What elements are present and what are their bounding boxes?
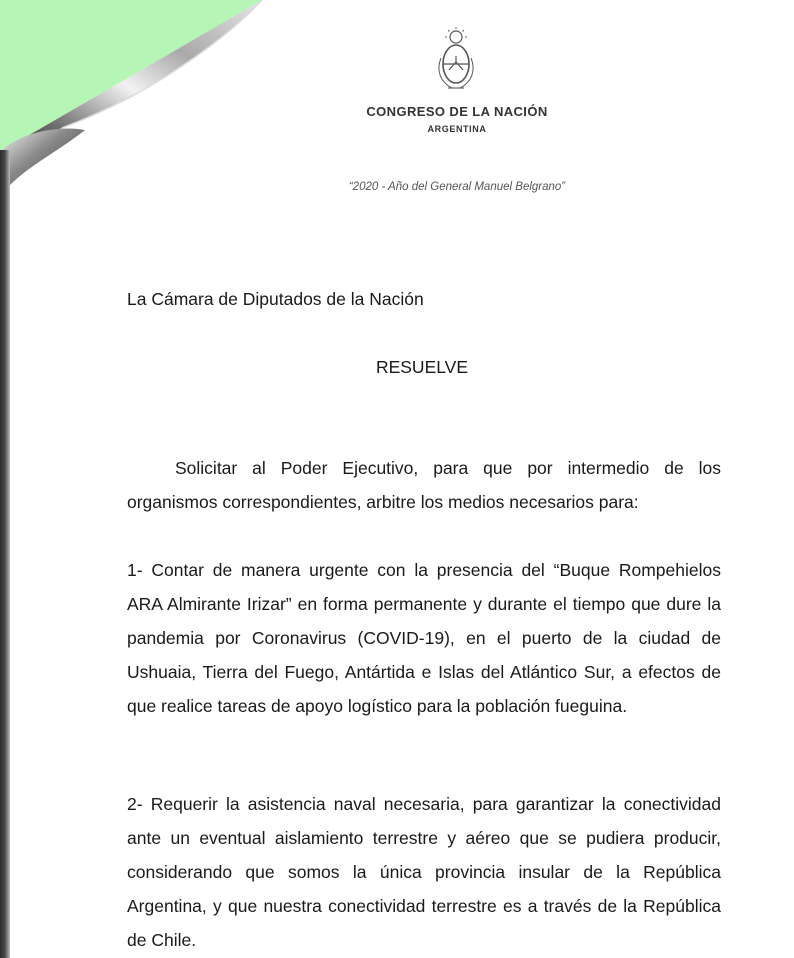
- chamber-name: La Cámara de Diputados de la Nación: [127, 289, 424, 309]
- item-2-paragraph: 2- Requerir la asistencia naval necesaria, para garantizar la conectividad ante un eventual aislamiento terrestre y aéreo que se pudiera producir, considerando que somos la única provincia insular de la República Argentina, y que nuestra conectividad terrestre es a través de la República de Chile.: [127, 794, 721, 950]
- year-note: “2020 - Año del General Manuel Belgrano”: [348, 181, 566, 193]
- page-curl-icon[interactable]: [0, 0, 270, 280]
- header-title: CONGRESO DE LA NACIÓN: [366, 104, 548, 119]
- resolve-heading: RESUELVE: [375, 357, 469, 377]
- page-edge-shadow: [0, 150, 10, 958]
- intro-paragraph: Solicitar al Poder Ejecutivo, para que por intermedio de los organismos correspondientes, arbitre los medios necesarios para:: [127, 458, 721, 512]
- argentina-coat-of-arms-icon: [434, 26, 478, 94]
- header-subtitle: ARGENTINA: [427, 124, 487, 134]
- item-1-paragraph: 1- Contar de manera urgente con la presencia del “Buque Rompehielos ARA Almirante Irizar” en forma permanente y durante el tiempo que dure la pandemia por Coronavirus (COVID-19), en el puerto de la ciudad de Ushuaia, Tierra del Fuego, Antártida e Islas del Atlántico Sur, a efectos de que realice tareas de apoyo logístico para la población fueguina.: [127, 560, 721, 716]
